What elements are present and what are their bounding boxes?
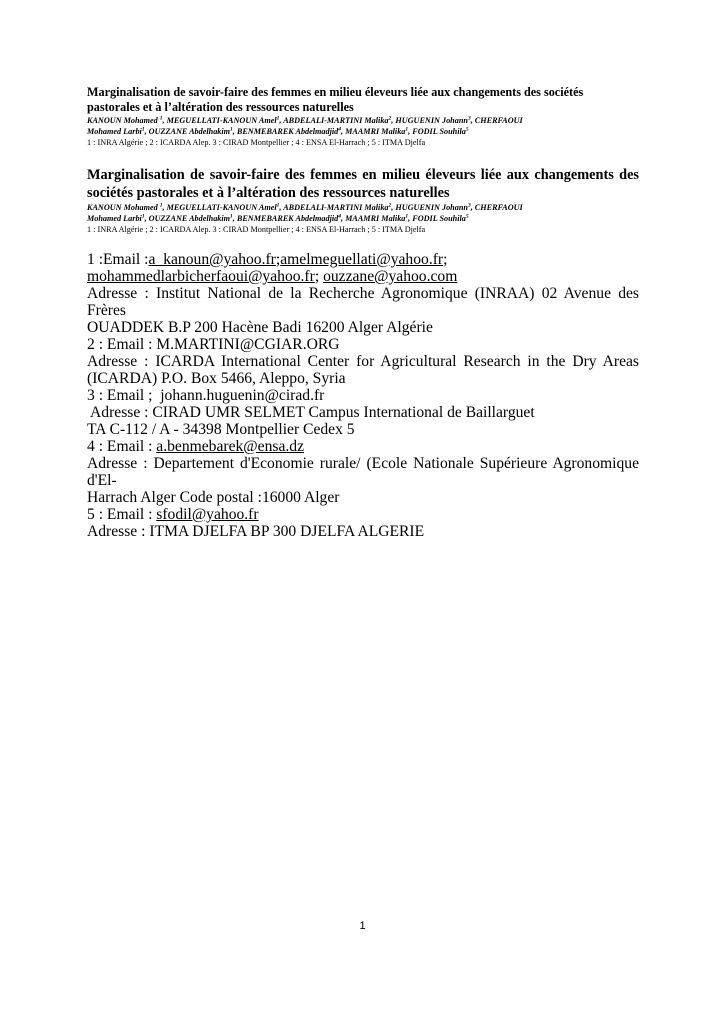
author-name: , FODIL Souhila: [408, 214, 466, 223]
paper-title: Marginalisation de savoir-faire des femmes en milieu éleveurs liée aux changements des sociétés pastorales et à l’altération des ressources naturelles: [87, 167, 639, 201]
affiliation-marker: 4: [338, 213, 342, 220]
affiliation-marker: 3: [467, 202, 471, 209]
author-name: , ABDELALI-MARTINI Malika: [279, 116, 389, 125]
author-name: KANOUN Mohamed: [87, 116, 160, 125]
author-name: , HUGUENIN Johann: [391, 116, 468, 125]
author-name: , MAAMRI Malika: [341, 214, 406, 223]
contact-1-emails: [87, 251, 639, 268]
contact-4-address: Adresse : Departement d'Economie rurale/ (Ecole Nationale Supérieure Agronomique d'El-: [87, 455, 639, 489]
author-name: , CHERFAOUI: [470, 116, 523, 125]
author-name: , CHERFAOUI: [470, 203, 523, 212]
affiliation-marker: 1: [141, 213, 145, 220]
contact-label: 1 :Email :: [87, 251, 149, 268]
author-name: , BENMEBAREK Abdelmadjid: [232, 214, 339, 223]
author-name: KANOUN Mohamed: [87, 203, 160, 212]
affiliation-marker: 1: [159, 115, 163, 122]
contact-5-email: [87, 506, 639, 523]
author-name: , MEGUELLATI-KANOUN Amel: [162, 203, 277, 212]
contact-3-email: 3 : Email ; johann.huguenin@cirad.fr: [87, 387, 325, 404]
contact-2-email: 2 : Email : M.MARTINI@CGIAR.ORG: [87, 336, 340, 353]
affiliation-marker: 2: [388, 115, 392, 122]
author-name: , OUZZANE Abdelhakim: [144, 127, 231, 136]
author-name: , BENMEBAREK Abdelmadjid: [232, 127, 339, 136]
author-name: , ABDELALI-MARTINI Malika: [279, 203, 389, 212]
affiliation-marker: 3: [467, 115, 471, 122]
contact-label: 5 : Email :: [87, 506, 157, 523]
contact-4-address-cont: Harrach Alger Code postal :16000 Alger: [87, 489, 340, 506]
affiliation-marker: 1: [230, 213, 233, 220]
author-name: Mohamed Larbi: [87, 127, 142, 136]
author-list-line-1: [87, 202, 639, 213]
header-block-large: [87, 166, 639, 235]
contact-label: 4 : Email :: [87, 438, 157, 455]
paper-title: Marginalisation de savoir-faire des femmes en milieu éleveurs liée aux changements des sociétés pastorales et à l’altération des ressources naturelles: [87, 85, 584, 114]
affiliation-marker: 1: [159, 202, 163, 209]
separator: ;: [443, 251, 448, 268]
contact-1-address: Adresse : Institut National de la Recherche Agronomique (INRAA) 02 Avenue des Frères: [87, 285, 639, 319]
email-link[interactable]: ouzzane@yahoo.com: [323, 268, 458, 285]
header-block-small: [87, 85, 639, 148]
author-name: , MEGUELLATI-KANOUN Amel: [162, 116, 277, 125]
author-name: , HUGUENIN Johann: [391, 203, 468, 212]
contact-1-address-cont: OUADDEK B.P 200 Hacène Badi 16200 Alger Algérie: [87, 319, 433, 336]
affiliation-marker: 1: [276, 202, 280, 209]
contact-3-address: Adresse : CIRAD UMR SELMET Campus International de Baillarguet: [87, 404, 535, 421]
author-list-line-2: [87, 126, 639, 137]
affiliation-marker: 2: [388, 202, 392, 209]
email-link[interactable]: sfodil@yahoo.fr: [156, 506, 259, 523]
contact-4-email: [87, 438, 639, 455]
page-number: 1: [359, 920, 366, 932]
affiliation-marker: 1: [276, 115, 280, 122]
email-link[interactable]: a.benmebarek@ensa.dz: [156, 438, 304, 455]
contact-5-address: Adresse : ITMA DJELFA BP 300 DJELFA ALGERIE: [87, 523, 425, 540]
author-list-line-1: [87, 115, 639, 126]
email-link[interactable]: amelmeguellati@yahoo.fr: [280, 251, 444, 268]
affiliation-marker: 1: [230, 126, 233, 133]
contact-section: [87, 251, 639, 540]
contact-3-address-cont: TA C-112 / A - 34398 Montpellier Cedex 5: [87, 421, 355, 438]
affiliations: 1 : INRA Algérie ; 2 : ICARDA Alep. 3 : CIRAD Montpellier ; 4 : ENSA El-Harrach ; 5 : ITMA Djelfa: [87, 225, 426, 234]
author-name: , FODIL Souhila: [408, 127, 466, 136]
email-link[interactable]: mohammedlarbicherfaoui@yahoo.fr: [87, 268, 315, 285]
author-name: , OUZZANE Abdelhakim: [144, 214, 231, 223]
affiliation-marker: 5: [465, 213, 469, 220]
affiliation-marker: 1: [141, 126, 145, 133]
affiliation-marker: 1: [405, 126, 409, 133]
separator: ;: [314, 268, 324, 285]
affiliation-marker: 1: [405, 213, 409, 220]
affiliations: 1 : INRA Algérie ; 2 : ICARDA Alep. 3 : CIRAD Montpellier ; 4 : ENSA El-Harrach ; 5 : ITMA Djelfa: [87, 138, 426, 147]
affiliation-marker: 4: [338, 126, 342, 133]
separator: ;: [275, 251, 281, 268]
email-link[interactable]: a_kanoun@yahoo.fr: [148, 251, 276, 268]
author-list-line-2: [87, 213, 639, 224]
author-name: , MAAMRI Malika: [341, 127, 406, 136]
author-name: Mohamed Larbi: [87, 214, 142, 223]
contact-2-address-cont: (ICARDA) P.O. Box 5466, Aleppo, Syria: [87, 370, 346, 387]
contact-2-address: Adresse : ICARDA International Center for Agricultural Research in the Dry Areas: [87, 353, 639, 370]
affiliation-marker: 5: [465, 126, 469, 133]
contact-1-emails-cont: [87, 268, 639, 285]
